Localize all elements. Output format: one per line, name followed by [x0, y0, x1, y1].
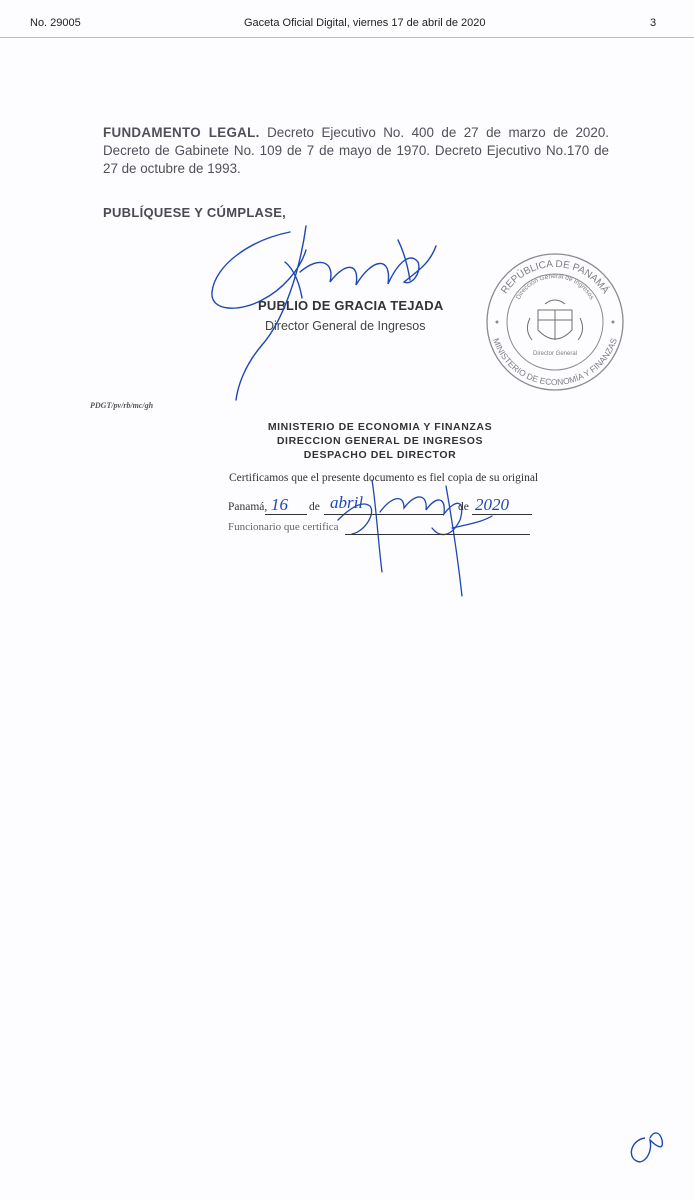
corner-initial-mark: [631, 1133, 662, 1162]
seal-top-text: REPÚBLICA DE PANAMÁ: [499, 258, 611, 296]
seal-inner-text: Dirección General de Ingresos: [514, 272, 596, 301]
certification-statement: Certificamos que el presente documento es fiel copia de su original: [229, 472, 539, 484]
signatory-name: PUBLIO DE GRACIA TEJADA: [258, 298, 444, 313]
certification-directorate: DIRECCION GENERAL DE INGRESOS: [276, 435, 484, 447]
certification-year: 2020: [475, 495, 509, 514]
legal-basis-label: FUNDAMENTO LEGAL.: [103, 125, 260, 140]
director-signature: [212, 226, 436, 400]
certification-office: DESPACHO DEL DIRECTOR: [303, 449, 457, 461]
signatory-role: Director General de Ingresos: [265, 319, 426, 333]
closing-formula: PUBLÍQUESE Y CÚMPLASE,: [103, 205, 287, 220]
coat-of-arms-icon: [527, 300, 582, 340]
seal-bottom-text: MINISTERIO DE ECONOMÍA Y FINANZAS: [491, 336, 619, 388]
certification-month: abril: [330, 493, 364, 512]
certification-de-1: de: [309, 501, 320, 513]
certifying-official-label: Funcionario que certifica: [228, 521, 339, 533]
legal-basis-text: Decreto Ejecutivo No. 400 de 27 de marzo de 2020. Decreto de Gabinete No. 109 de 7 de mayo de 1970. Decreto Ejecutivo No.170 de 27 de octubre de 1993.: [103, 125, 609, 176]
seal-inner-bottom-text: Director General: [532, 351, 578, 357]
gazette-title: Gaceta Oficial Digital, viernes 17 de abril de 2020: [244, 17, 486, 29]
gazette-number: No. 29005: [30, 17, 81, 29]
official-signature-line: [345, 534, 530, 535]
certification-day: 16: [271, 495, 288, 514]
reference-initials: PDGT/pv/rb/mc/gh: [90, 401, 154, 410]
certification-place: Panamá,: [228, 501, 268, 513]
certification-ministry: MINISTERIO DE ECONOMIA Y FINANZAS: [267, 421, 493, 433]
month-blank-line: [324, 514, 444, 515]
page-number: 3: [650, 17, 657, 29]
certification-de-2: de: [458, 501, 469, 513]
